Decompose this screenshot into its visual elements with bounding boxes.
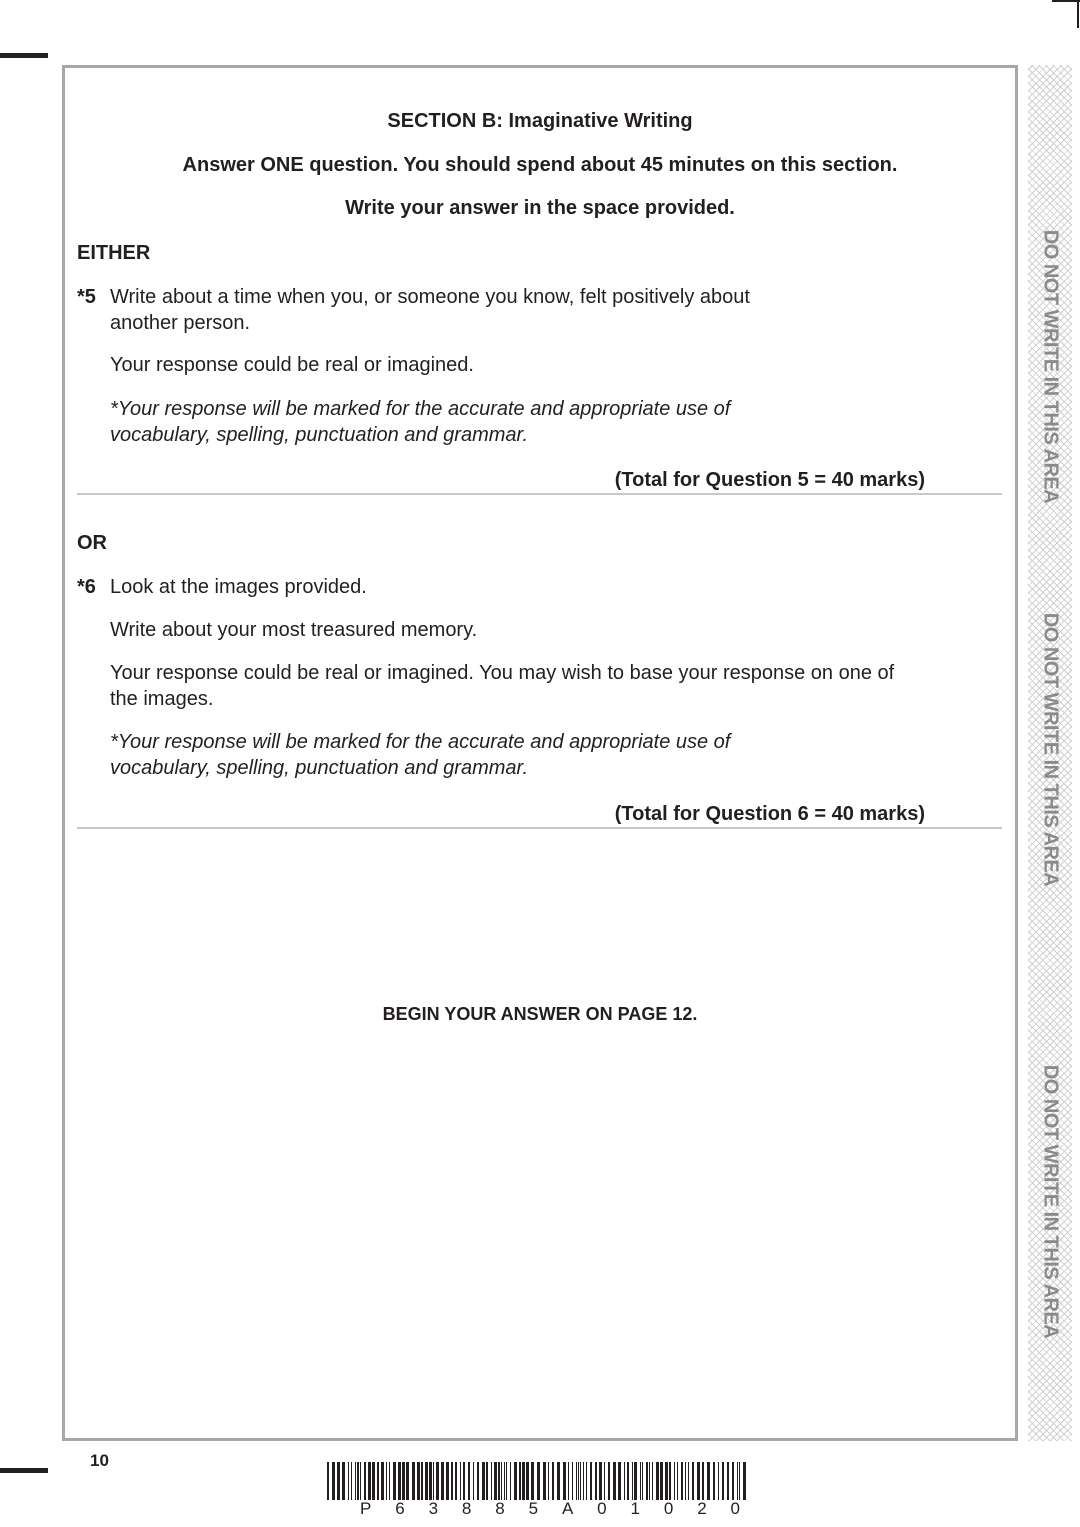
barcode-bar xyxy=(632,1462,633,1500)
or-label: OR xyxy=(77,532,107,554)
barcode-bar xyxy=(433,1462,434,1500)
barcode-digit: A xyxy=(561,1499,574,1518)
barcode-bar xyxy=(429,1462,432,1500)
barcode-bar xyxy=(713,1462,715,1500)
question-6-real-imagined: Your response could be real or imagined. You may wish to base your response on one of the images. xyxy=(110,662,895,710)
margin-warning-2: DO NOT WRITE IN THIS AREA xyxy=(1039,612,1062,887)
barcode-bar xyxy=(357,1462,359,1500)
question-5-spag-note: *Your response will be marked for the accurate and appropriate use of vocabulary, spelling, punctuation and grammar. xyxy=(110,398,731,446)
barcode-bar xyxy=(468,1462,470,1500)
barcode-bar xyxy=(406,1462,409,1500)
barcode-bar xyxy=(642,1462,643,1500)
barcode-bar xyxy=(543,1462,546,1500)
registration-mark-bottom-left xyxy=(0,1468,48,1473)
barcode-bar xyxy=(486,1462,488,1500)
barcode-bar xyxy=(739,1462,740,1500)
barcode-bar xyxy=(446,1462,449,1500)
barcode-bar xyxy=(669,1462,671,1500)
barcode-bar xyxy=(519,1462,521,1500)
barcode-bar xyxy=(627,1462,629,1500)
barcode-bar xyxy=(681,1462,683,1500)
barcode-bar xyxy=(473,1462,474,1500)
barcode-bar xyxy=(389,1462,390,1500)
instruction-space: Write your answer in the space provided. xyxy=(345,197,735,219)
barcode-bar xyxy=(548,1462,549,1500)
barcode-bar xyxy=(692,1462,694,1500)
barcode-bar xyxy=(510,1462,511,1500)
barcode-bar xyxy=(332,1462,335,1500)
barcode-bar xyxy=(337,1462,340,1500)
barcode-bar xyxy=(677,1462,678,1500)
barcode xyxy=(327,1462,751,1500)
barcode-bar xyxy=(342,1462,345,1500)
barcode-bar xyxy=(707,1462,710,1500)
registration-mark-top-right-h xyxy=(1052,0,1080,2)
question-6-prompt: Write about your most treasured memory. xyxy=(110,619,478,641)
barcode-bar xyxy=(576,1462,577,1500)
question-5-total: (Total for Question 5 = 40 marks) xyxy=(614,469,925,491)
barcode-bar xyxy=(688,1462,689,1500)
barcode-bar xyxy=(372,1462,375,1500)
barcode-bar xyxy=(351,1462,352,1500)
barcode-bar xyxy=(618,1462,621,1500)
barcode-bar xyxy=(656,1462,659,1500)
barcode-bar xyxy=(580,1462,581,1500)
barcode-bar xyxy=(583,1462,584,1500)
question-5-real-imagined: Your response could be real or imagined. xyxy=(110,354,474,376)
barcode-bar xyxy=(732,1462,734,1500)
barcode-bar xyxy=(514,1462,517,1500)
barcode-bar xyxy=(463,1462,465,1500)
barcode-bar xyxy=(504,1462,505,1500)
barcode-digit: P xyxy=(360,1499,372,1518)
barcode-bar xyxy=(451,1462,453,1500)
barcode-digit: 6 xyxy=(395,1499,405,1518)
margin-warning-1: DO NOT WRITE IN THIS AREA xyxy=(1039,229,1062,504)
barcode-bar xyxy=(482,1462,485,1500)
barcode-bar xyxy=(425,1462,428,1500)
barcode-bar xyxy=(652,1462,653,1500)
barcode-digit: 3 xyxy=(428,1499,439,1518)
barcode-bar xyxy=(436,1462,439,1500)
barcode-bar xyxy=(377,1462,379,1500)
barcode-bar xyxy=(624,1462,625,1500)
barcode-digit: 0 xyxy=(730,1499,740,1518)
barcode-bar xyxy=(586,1462,587,1500)
registration-mark-top-right-v xyxy=(1077,0,1079,28)
barcode-bar xyxy=(441,1462,444,1500)
barcode-bar xyxy=(613,1462,616,1500)
barcode-digit: 0 xyxy=(663,1499,674,1518)
barcode-bar xyxy=(398,1462,401,1500)
question-6-total: (Total for Question 6 = 40 marks) xyxy=(614,803,925,825)
barcode-digit: 8 xyxy=(461,1499,472,1518)
question-6-text: Look at the images provided. xyxy=(110,576,367,598)
barcode-bar xyxy=(568,1462,569,1500)
barcode-bar xyxy=(578,1462,579,1500)
question-5-text: Write about a time when you, or someone you know, felt positively about another person. xyxy=(110,286,750,334)
barcode-bar xyxy=(722,1462,724,1500)
barcode-bar xyxy=(386,1462,387,1500)
barcode-bar xyxy=(531,1462,534,1500)
barcode-bar xyxy=(491,1462,492,1500)
barcode-bar xyxy=(412,1462,415,1500)
page-number: 10 xyxy=(90,1451,109,1470)
instruction-time: Answer ONE question. You should spend about 45 minutes on this section. xyxy=(182,154,898,176)
barcode-bar xyxy=(640,1462,641,1500)
margin-strip xyxy=(1028,65,1072,1441)
barcode-bar xyxy=(595,1462,597,1500)
barcode-bar xyxy=(674,1462,675,1500)
barcode-bar xyxy=(590,1462,592,1500)
margin-warning-3: DO NOT WRITE IN THIS AREA xyxy=(1039,1064,1062,1339)
question-6-spag-note: *Your response will be marked for the accurate and appropriate use of vocabulary, spelling, punctuation and grammar. xyxy=(110,731,731,779)
barcode-bar xyxy=(557,1462,560,1500)
either-label: EITHER xyxy=(77,242,151,264)
barcode-bar xyxy=(348,1462,349,1500)
barcode-digit: 1 xyxy=(630,1499,640,1518)
barcode-digit: 8 xyxy=(495,1499,505,1518)
barcode-bar xyxy=(402,1462,405,1500)
section-title: SECTION B: Imaginative Writing xyxy=(387,110,693,132)
barcode-bar xyxy=(417,1462,420,1500)
barcode-bar xyxy=(660,1462,663,1500)
divider xyxy=(77,827,1002,829)
barcode-bar xyxy=(646,1462,648,1500)
question-6-number: *6 xyxy=(77,576,96,598)
barcode-bar xyxy=(702,1462,704,1500)
divider xyxy=(77,493,1002,495)
question-5-number: *5 xyxy=(77,286,96,308)
barcode-bar xyxy=(665,1462,668,1500)
barcode-bar xyxy=(727,1462,729,1500)
barcode-bar xyxy=(455,1462,457,1500)
barcode-bar xyxy=(552,1462,554,1500)
barcode-bar xyxy=(327,1462,329,1500)
barcode-digit: 2 xyxy=(697,1499,707,1518)
barcode-bar xyxy=(737,1462,738,1500)
barcode-bar xyxy=(537,1462,540,1500)
barcode-bar xyxy=(743,1462,746,1500)
barcode-bar xyxy=(697,1462,700,1500)
barcode-bar xyxy=(494,1462,497,1500)
barcode-bar xyxy=(381,1462,384,1500)
barcode-digit: 0 xyxy=(597,1499,607,1518)
barcode-bar xyxy=(360,1462,361,1500)
barcode-bar xyxy=(364,1462,366,1500)
registration-mark-top-left xyxy=(0,53,48,58)
barcode-bar xyxy=(421,1462,423,1500)
barcode-bar xyxy=(718,1462,719,1500)
barcode-bar xyxy=(368,1462,371,1500)
barcode-bar xyxy=(355,1462,356,1500)
barcode-bar xyxy=(526,1462,529,1500)
barcode-bar xyxy=(599,1462,602,1500)
barcode-digit: 5 xyxy=(528,1499,539,1518)
barcode-bar xyxy=(393,1462,396,1500)
barcode-bar xyxy=(506,1462,507,1500)
barcode-bar xyxy=(501,1462,502,1500)
barcode-bar xyxy=(477,1462,479,1500)
barcode-bar xyxy=(563,1462,566,1500)
barcode-bar xyxy=(572,1462,573,1500)
barcode-bar xyxy=(634,1462,637,1500)
barcode-bar xyxy=(685,1462,686,1500)
barcode-bar xyxy=(498,1462,500,1500)
barcode-bar xyxy=(608,1462,610,1500)
barcode-bar xyxy=(649,1462,650,1500)
barcode-digits xyxy=(360,1499,740,1519)
barcode-bar xyxy=(522,1462,525,1500)
begin-answer-note: BEGIN YOUR ANSWER ON PAGE 12. xyxy=(382,1004,698,1024)
barcode-bar xyxy=(460,1462,461,1500)
barcode-bar xyxy=(604,1462,605,1500)
